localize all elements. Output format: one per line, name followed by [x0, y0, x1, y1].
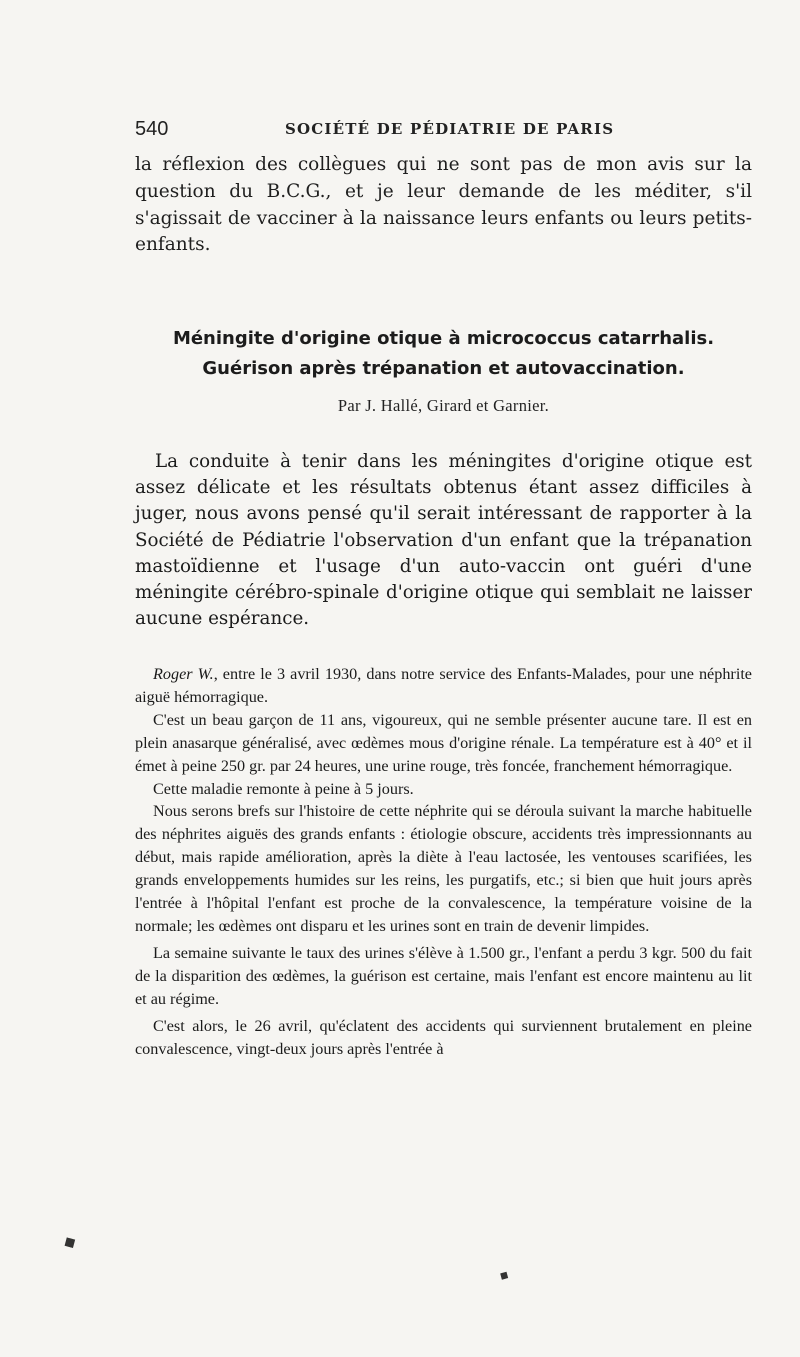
observation-paragraph-5: La semaine suivante le taux des urines s'élève à 1.500 gr., l'enfant a perdu 3 kgr. 500 du fait de la disparition des œdèmes, la guérison est certaine, mais l'enfant est encore maintenu au lit et au régime.	[135, 943, 752, 1008]
observation-paragraph-4: Nous serons brefs sur l'histoire de cette néphrite qui se déroula suivant la marche habituelle des néphrites aiguës des grands enfants : étiologie obscure, accidents très impressionnants au début, mais rapide amélioration, après la diète à l'eau lactosée, les ventouses scarifiées, les grands enveloppements humides sur les reins, les purgatifs, etc.; si bien que huit jours après l'entrée à l'hôpital l'enfant est proche de la convalescence, la température voisine de la normale; les œdèmes ont disparu et les urines sont en train de devenir limpides.	[135, 802, 752, 935]
article-title	[135, 324, 752, 384]
observation-paragraph-1-text: , entre le 3 avril 1930, dans notre service des Enfants-Malades, pour une néphrite aiguë hémorragique.	[135, 665, 752, 706]
observation-section	[135, 663, 752, 1060]
running-head	[135, 118, 755, 142]
observation-paragraph-6: C'est alors, le 26 avril, qu'éclatent des accidents qui surviennent brutalement en pleine convalescence, vingt-deux jours après l'entrée à	[135, 1016, 752, 1058]
article-title-line-2: Guérison après trépanation et autovaccination.	[202, 358, 685, 379]
intro-text: la réflexion des collègues qui ne sont pas de mon avis sur la question du B.C.G., et je leur demande de les méditer, s'il s'agissait de vacciner à la naissance leurs enfants ou leurs petits-enfants.	[135, 154, 752, 256]
lead-text: La conduite à tenir dans les méningites d'origine otique est assez délicate et les résultats obtenus étant assez difficiles à juger, nous avons pensé qu'il serait intéressant de rapporter à la Société de Pédiatrie l'observation d'un enfant que la trépanation mastoïdienne et l'usage d'un auto-vaccin ont guéri d'une méningite cérébro-spinale d'origine otique qui semblait ne laisser aucune espérance.	[135, 451, 752, 630]
page-number: 540	[135, 118, 169, 140]
intro-paragraph	[135, 152, 752, 259]
article-title-line-1: Méningite d'origine otique à micrococcus catarrhalis.	[172, 328, 715, 349]
observation-paragraph-2: C'est un beau garçon de 11 ans, vigoureux, qui ne semble présenter aucune tare. Il est en plein anasarque généralisé, avec œdèmes mous d'origine rénale. La température est à 40° et il émet à peine 250 gr. par 24 heures, une urine rouge, très foncée, franchement hémorragique.	[135, 710, 752, 775]
observation-paragraph-1	[135, 663, 752, 709]
ink-mark: ◆	[497, 1266, 513, 1284]
patient-name: Roger W.	[153, 665, 214, 683]
ink-mark: ◆	[59, 1230, 80, 1253]
observation-paragraph-3: Cette maladie remonte à peine à 5 jours.	[153, 779, 414, 798]
lead-paragraph	[135, 449, 752, 632]
authors-line: Par J. Hallé, Girard et Garnier.	[337, 396, 550, 415]
journal-title: SOCIÉTÉ DE PÉDIATRIE DE PARIS	[285, 120, 615, 138]
